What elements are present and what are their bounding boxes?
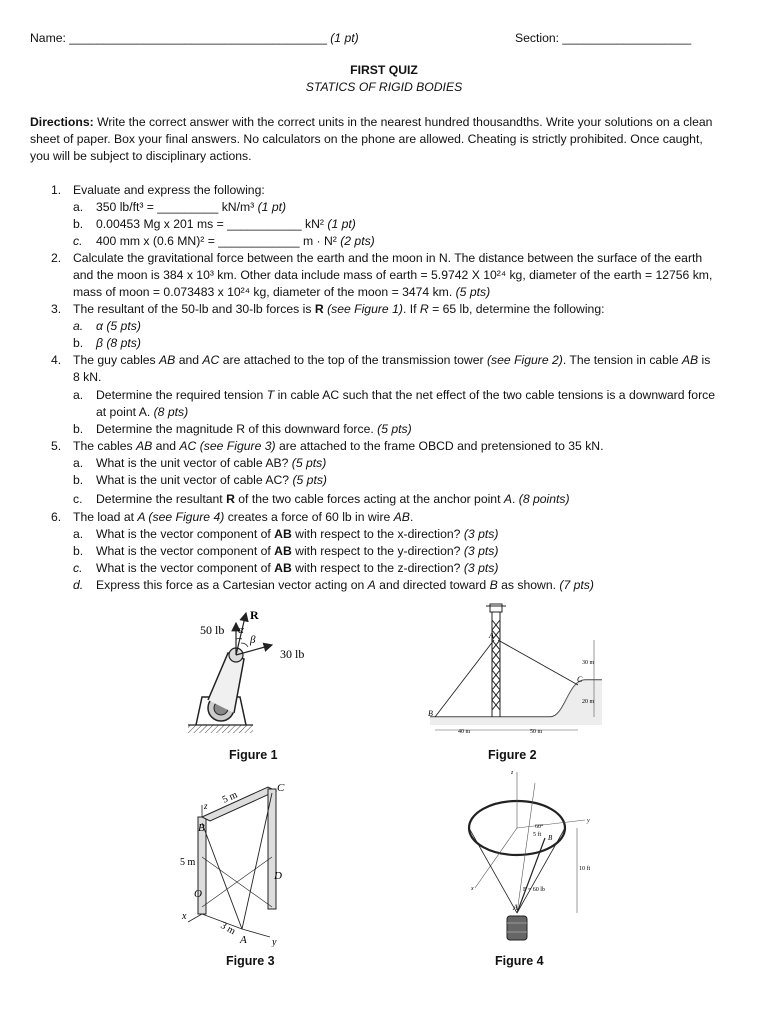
q2-line-3-text: mass of moon = 0.073483 x 10²⁴ kg, diameter of the moon = 3474 km. bbox=[73, 285, 453, 299]
q3-figure-ref: (see Figure 1) bbox=[327, 302, 403, 316]
q6b-points: (3 pts) bbox=[463, 544, 499, 558]
fig1-ground bbox=[188, 725, 253, 733]
q5b bbox=[96, 473, 327, 487]
q1a-points: (1 pt) bbox=[257, 200, 287, 214]
fig1-label-beta: β bbox=[250, 634, 256, 646]
figure-3-caption: Figure 3 bbox=[226, 954, 275, 968]
q6a-t3: with respect to the x-direction? bbox=[291, 527, 464, 541]
fig3-label-3m: 3 m bbox=[218, 920, 238, 938]
figure-2 bbox=[420, 600, 605, 740]
fig3-label-o: O bbox=[194, 888, 202, 900]
fig2-label-20m: 20 m bbox=[582, 699, 595, 705]
q3-text-1: The resultant of the 50-lb and 30-lb forces is bbox=[73, 302, 315, 316]
q6b bbox=[96, 544, 498, 558]
q5c-points: (8 points) bbox=[518, 492, 570, 506]
q4b-points: (5 pts) bbox=[377, 422, 412, 436]
fig3-frame bbox=[198, 787, 276, 914]
q4a-line-1 bbox=[96, 388, 715, 402]
q3-text bbox=[73, 302, 605, 316]
name-field bbox=[30, 31, 359, 45]
q6b-t2: AB bbox=[274, 544, 292, 558]
q3-text-3: = 65 lb, determine the following: bbox=[428, 302, 605, 316]
q6d bbox=[96, 578, 594, 592]
q6a-t1: What is the vector component of bbox=[96, 527, 275, 541]
q5-number: 5. bbox=[51, 439, 62, 453]
q4-t2: AB bbox=[159, 353, 176, 367]
fig4-label-5ft: 5 ft bbox=[533, 832, 542, 838]
q4b-letter: b. bbox=[73, 422, 84, 436]
q5c-t4: A bbox=[503, 492, 512, 506]
q6c-t2: AB bbox=[274, 561, 292, 575]
q4a-t3: in cable AC such that the net effect of the two cable tensions is a downward force bbox=[274, 388, 716, 402]
fig4-label-10ft: 10 ft bbox=[579, 866, 591, 872]
q6c-t3: with respect to the z-direction? bbox=[291, 561, 464, 575]
q4-t7: . The tension in cable bbox=[562, 353, 682, 367]
q4-t1: The guy cables bbox=[73, 353, 160, 367]
fig3-label-a: A bbox=[240, 934, 247, 946]
q2-line-1: Calculate the gravitational force between the earth and the moon in N. The distance between the surface of the earth bbox=[73, 251, 703, 265]
q4-text bbox=[73, 353, 710, 367]
q4-t8: AB bbox=[681, 353, 699, 367]
fig4-label-a: A bbox=[513, 903, 518, 912]
fig4-label-b: B bbox=[548, 834, 553, 842]
q4a-line-2 bbox=[96, 405, 188, 419]
q4-t4: AC bbox=[202, 353, 220, 367]
q6a-letter: a. bbox=[73, 527, 84, 541]
q5-t2: AB bbox=[136, 439, 153, 453]
fig2-label-30m: 30 m bbox=[582, 660, 595, 666]
fig2-label-a: A bbox=[489, 631, 494, 640]
q6d-t3: and directed toward bbox=[375, 578, 490, 592]
q6c-points: (3 pts) bbox=[463, 561, 499, 575]
q4a-line-2-text: at point A. bbox=[96, 405, 154, 419]
q1b bbox=[96, 217, 356, 231]
fig2-label-b: B bbox=[428, 709, 433, 718]
q4-number: 4. bbox=[51, 353, 62, 367]
figure-3 bbox=[180, 777, 300, 947]
directions-line-2: sheet of paper. Box your final answers. No calculators on the phone are allowed. Cheating is strictly prohibited. Once caught, bbox=[30, 132, 703, 146]
fig1-label-r: R bbox=[250, 608, 259, 622]
fig4-label-force: F = 60 lb bbox=[523, 887, 545, 893]
q1-number: 1. bbox=[51, 183, 62, 197]
fig2-label-c: C bbox=[577, 675, 583, 684]
q4-line-2: 8 kN. bbox=[73, 370, 102, 384]
q1c-text: 400 mm x (0.6 MN)² = ____________ m · N² bbox=[96, 234, 337, 248]
q1c-letter: c. bbox=[73, 234, 83, 248]
figure-2-caption: Figure 2 bbox=[488, 748, 537, 762]
q3-text-2: . If bbox=[402, 302, 420, 316]
q1-text: Evaluate and express the following: bbox=[73, 183, 265, 197]
q5-t1: The cables bbox=[73, 439, 137, 453]
section-field: Section: ___________________ bbox=[515, 31, 692, 45]
fig2-cable-ab bbox=[435, 640, 494, 717]
q4-t5: are attached to the top of the transmission tower bbox=[219, 353, 487, 367]
fig2-label-40m: 40 m bbox=[458, 729, 471, 735]
q6d-t2: A bbox=[367, 578, 376, 592]
q6d-t4: B bbox=[489, 578, 498, 592]
fig3-cable-ab bbox=[202, 823, 242, 929]
q1c-points: (2 pts) bbox=[340, 234, 375, 248]
q4a-points: (8 pts) bbox=[153, 405, 189, 419]
q6d-t1: Express this force as a Cartesian vector acting on bbox=[96, 578, 368, 592]
fig4-label-z: z bbox=[511, 770, 514, 776]
fig2-tower bbox=[486, 604, 506, 717]
q4a-t1: Determine the required tension bbox=[96, 388, 267, 402]
q5c bbox=[96, 492, 570, 506]
quiz-title: FIRST QUIZ bbox=[350, 63, 418, 77]
figure-4-caption: Figure 4 bbox=[495, 954, 544, 968]
q6-text bbox=[73, 510, 413, 524]
directions-line-3: you will be subject to disciplinary actions. bbox=[30, 149, 252, 163]
fig4-label-angle: 60° bbox=[535, 824, 544, 830]
q5b-letter: b. bbox=[73, 473, 84, 487]
q5c-t3: of the two cable forces acting at the anchor point bbox=[234, 492, 504, 506]
q5c-t2: R bbox=[226, 492, 235, 506]
q2-line-2: and the moon is 384 x 10³ km. Other data include mass of earth = 5.9742 X 10²⁴ kg, diameter of the earth = 12756 km, bbox=[73, 268, 713, 282]
q6a-t2: AB bbox=[274, 527, 292, 541]
q5-figure-ref: AC (see Figure 3) bbox=[179, 439, 276, 453]
q4a-t2: T bbox=[266, 388, 275, 402]
q4b bbox=[96, 422, 412, 436]
fig3-label-y: y bbox=[272, 937, 277, 947]
figure-1-caption: Figure 1 bbox=[229, 748, 278, 762]
q6-t1: The load at bbox=[73, 510, 138, 524]
q5b-points: (5 pts) bbox=[292, 473, 327, 487]
q5a bbox=[96, 456, 326, 470]
q5-text bbox=[73, 439, 603, 453]
q6c bbox=[96, 561, 498, 575]
q5-t3: and bbox=[152, 439, 180, 453]
q3a-letter: a. bbox=[73, 319, 84, 333]
q5b-text: What is the unit vector of cable AC? bbox=[96, 473, 293, 487]
fig3-label-z: z bbox=[204, 801, 208, 811]
q6c-t1: What is the vector component of bbox=[96, 561, 275, 575]
fig4-label-x: x bbox=[471, 886, 474, 892]
q6a bbox=[96, 527, 498, 541]
fig3-label-x: x bbox=[182, 911, 187, 922]
fig1-label-50lb: 50 lb bbox=[200, 623, 225, 637]
q6b-t1: What is the vector component of bbox=[96, 544, 275, 558]
fig1-label-alpha: α bbox=[238, 624, 244, 636]
q1a bbox=[96, 200, 286, 214]
q2-points: (5 pts) bbox=[455, 285, 491, 299]
directions-line-1 bbox=[30, 115, 712, 129]
q4-t3: and bbox=[175, 353, 203, 367]
q5a-points: (5 pts) bbox=[291, 456, 327, 470]
q5c-t5: . bbox=[512, 492, 519, 506]
fig3-label-5m-top: 5 m bbox=[220, 789, 240, 806]
q4a-letter: a. bbox=[73, 388, 84, 402]
q6b-letter: b. bbox=[73, 544, 84, 558]
q6c-letter: c. bbox=[73, 561, 83, 575]
q5c-t1: Determine the resultant bbox=[96, 492, 227, 506]
fig3-label-b: B bbox=[198, 822, 205, 834]
q1b-points: (1 pt) bbox=[327, 217, 356, 231]
fig3-label-5m-side: 5 m bbox=[180, 857, 196, 868]
q3a-text: α (5 pts) bbox=[96, 319, 141, 333]
quiz-subtitle: STATICS OF RIGID BODIES bbox=[305, 80, 463, 94]
q6a-points: (3 pts) bbox=[463, 527, 499, 541]
fig1-label-30lb: 30 lb bbox=[280, 647, 305, 661]
q4b-text: Determine the magnitude R of this downward force. bbox=[96, 422, 378, 436]
q6-figure-ref: A (see Figure 4) bbox=[137, 510, 225, 524]
fig3-label-d: D bbox=[274, 870, 282, 882]
q5-t5: are attached to the frame OBCD and pretensioned to 35 kN. bbox=[275, 439, 604, 453]
q3-number: 3. bbox=[51, 302, 62, 316]
q6-number: 6. bbox=[51, 510, 62, 524]
name-label: Name: ______________________________________ bbox=[30, 31, 327, 45]
q5c-letter: c. bbox=[73, 492, 83, 506]
q1a-text: 350 lb/ft³ = _________ kN/m³ bbox=[96, 200, 255, 214]
q1a-letter: a. bbox=[73, 200, 84, 214]
q6-t5: . bbox=[409, 510, 414, 524]
q4-t9: is bbox=[698, 353, 711, 367]
q2-line-3 bbox=[73, 285, 490, 299]
q6d-letter: d. bbox=[73, 578, 84, 592]
fig4-label-y: y bbox=[587, 818, 590, 824]
q3b-letter: b. bbox=[73, 336, 84, 350]
fig2-cable-ac bbox=[498, 640, 578, 685]
q3-text-r2: R bbox=[419, 302, 429, 316]
q1b-letter: b. bbox=[73, 217, 84, 231]
fig3-label-c: C bbox=[277, 782, 285, 794]
directions-text-1: Write the correct answer with the correct units in the nearest hundred thousandths. Write your solutions on a clean bbox=[97, 115, 713, 129]
q6d-points: (7 pts) bbox=[559, 578, 594, 592]
q6b-t3: with respect to the y-direction? bbox=[291, 544, 464, 558]
fig2-label-50m: 50 m bbox=[530, 729, 543, 735]
q6-t4: AB bbox=[393, 510, 410, 524]
q5a-letter: a. bbox=[73, 456, 84, 470]
directions-label: Directions: bbox=[30, 115, 94, 129]
figure-1 bbox=[180, 605, 330, 740]
figure-4 bbox=[455, 768, 605, 948]
q3b-text: β (8 pts) bbox=[96, 336, 141, 350]
name-points: (1 pt) bbox=[330, 31, 359, 45]
q1b-text: 0.00453 Mg x 201 ms = ___________ kN² bbox=[96, 217, 324, 231]
q4-figure-ref: (see Figure 2) bbox=[486, 353, 563, 367]
q2-number: 2. bbox=[51, 251, 62, 265]
q6d-t5: as shown. bbox=[497, 578, 560, 592]
q6-t3: creates a force of 60 lb in wire bbox=[224, 510, 394, 524]
fig4-weight bbox=[507, 916, 527, 940]
fig4-wire-ab bbox=[517, 838, 545, 913]
q1c bbox=[96, 234, 375, 248]
q5a-text: What is the unit vector of cable AB? bbox=[96, 456, 292, 470]
q3-text-r: R bbox=[314, 302, 324, 316]
